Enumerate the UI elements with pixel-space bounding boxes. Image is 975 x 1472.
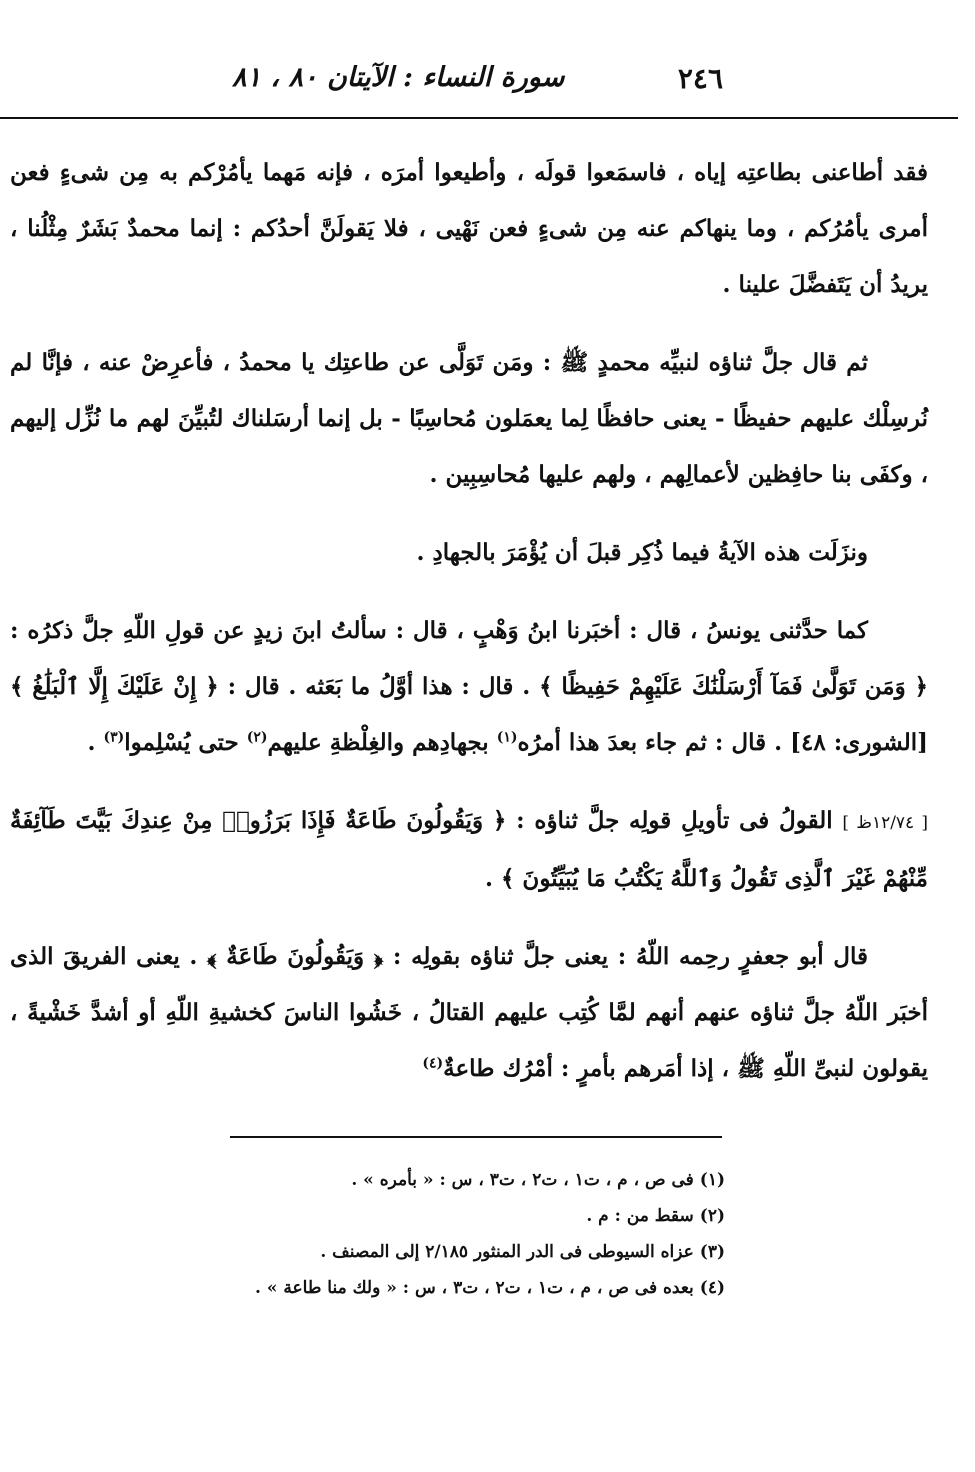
paragraph: [10, 145, 928, 313]
footnotes: [205, 1162, 725, 1306]
paragraph-text: القولُ فى تأويلِ قولِه جلَّ ثناؤه : ﴿ وَيَقُولُونَ طَاعَةٌ فَإِذَا بَرَزُوا۟ مِنْ عِندِكَ بَيَّتَ طَآئِفَةٌ مِّنْهُمْ غَيْرَ ٱلَّذِى تَقُولُ وَٱللَّهُ يَكْتُبُ مَا يُبَيِّتُونَ ﴾ .: [10, 807, 928, 892]
header-rule: [0, 117, 958, 119]
paragraph-text: .: [87, 729, 104, 756]
paragraph: [10, 603, 928, 771]
footnote-number: (٤): [699, 1278, 725, 1298]
manuscript-reference: [ ١٢/٧٤ظ ]: [842, 813, 928, 833]
footnote: [205, 1162, 725, 1198]
page-number: ٢٤٦: [677, 62, 723, 95]
paragraph-text: حتى يُسْلِموا: [124, 729, 247, 756]
paragraph: [10, 335, 928, 503]
footnote-text: بعده فى ص ، م ، ت١ ، ت٢ ، ت٣ ، س : « ولك منا طاعة » .: [255, 1278, 694, 1298]
footnote-number: (٣): [699, 1242, 725, 1262]
footnote: [205, 1198, 725, 1234]
footnote: [205, 1234, 725, 1270]
footnote-marker: (١): [496, 729, 518, 746]
footnote-text: فى ص ، م ، ت١ ، ت٢ ، ت٣ ، س : « بأمره » .: [351, 1170, 694, 1190]
footnote-marker: (٤): [422, 1055, 444, 1072]
paragraph: [10, 793, 928, 907]
footnote-marker: (٣): [103, 729, 125, 746]
body-text: [10, 145, 928, 1119]
paragraph: [10, 525, 928, 581]
footnote-number: (٢): [699, 1206, 725, 1226]
footnote: [205, 1270, 725, 1306]
page-header: [0, 62, 975, 102]
footnote-text: سقط من : م .: [586, 1206, 694, 1226]
paragraph-text: كما حدَّثنى يونسُ ، قال : أخبَرنا ابنُ وَهْبٍ ، قال : سألتُ ابنَ زيدٍ عن قولِ اللّهِ جلَّ ذكرُه : ﴿ وَمَن تَوَلَّىٰ فَمَآ أَرْسَلْنَٰكَ عَلَيْهِمْ حَفِيظًا ﴾ . قال : هذا أوَّلُ ما بَعَثه . قال : ﴿ إِنْ عَلَيْكَ إِلَّا ٱلْبَلَٰغُ ﴾ [الشورى: ٤٨] . قال : ثم جاء بعدَ هذا أمرُه: [10, 617, 928, 756]
footnote-text: عزاه السيوطى فى الدر المنثور ٢/١٨٥ إلى المصنف .: [320, 1242, 694, 1262]
footnote-rule: [230, 1136, 722, 1138]
paragraph-text: ونزَلَت هذه الآيةُ فيما ذُكِر قبلَ أن يُؤْمَرَ بالجهادِ .: [416, 539, 868, 566]
paragraph-text: قال أبو جعفرٍ رحِمه اللّهُ : يعنى جلَّ ثناؤه بقولِه : ﴿ وَيَقُولُونَ طَاعَةٌ ﴾ . يعنى الفريقَ الذى أخبَر اللّهُ جلَّ ثناؤه عنهم أنهم لمَّا كُتِب عليهم القتالُ ، خَشُوا الناسَ كخشيةِ اللّهِ أو أشدَّ خَشْيةً ، يقولون لنبىِّ اللّهِ ﷺ ، إذا أمَرهم بأمرٍ : أمْرُك طاعةٌ: [10, 943, 928, 1082]
footnote-marker: (٢): [246, 729, 268, 746]
paragraph-text: ثم قال جلَّ ثناؤه لنبيِّه محمدٍ ﷺ : ومَن تَوَلَّى عن طاعتِك يا محمدُ ، فأعرِضْ عنه ، فإنَّا لم نُرسِلْك عليهم حفيظًا - يعنى حافظًا لِما يعمَلون مُحاسِبًا - بل إنما أرسَلناك لتُبيِّنَ لهم ما نُزِّل إليهم ، وكفَى بنا حافِظين لأعمالِهم ، ولهم عليها مُحاسِبِين .: [10, 349, 928, 488]
paragraph-text: فقد أطاعنى بطاعتِه إياه ، فاسمَعوا قولَه ، وأطيعوا أمرَه ، فإنه مَهما يأمُرْكم به مِن شىءٍ فعن أمرى يأمُرُكم ، وما ينهاكم عنه مِن شىءٍ فعن نَهْيى ، فلا يَقولَنَّ أحدُكم : إنما محمدٌ بَشَرٌ مِثْلُنا ، يريدُ أن يَتَفضَّلَ علينا .: [10, 159, 928, 298]
footnote-number: (١): [699, 1170, 725, 1190]
running-title: سورة النساء : الآيتان ٨٠ ، ٨١: [232, 62, 565, 93]
paragraph-text: بجهادِهم والغِلْظةِ عليهم: [267, 729, 497, 756]
paragraph: [10, 929, 928, 1097]
